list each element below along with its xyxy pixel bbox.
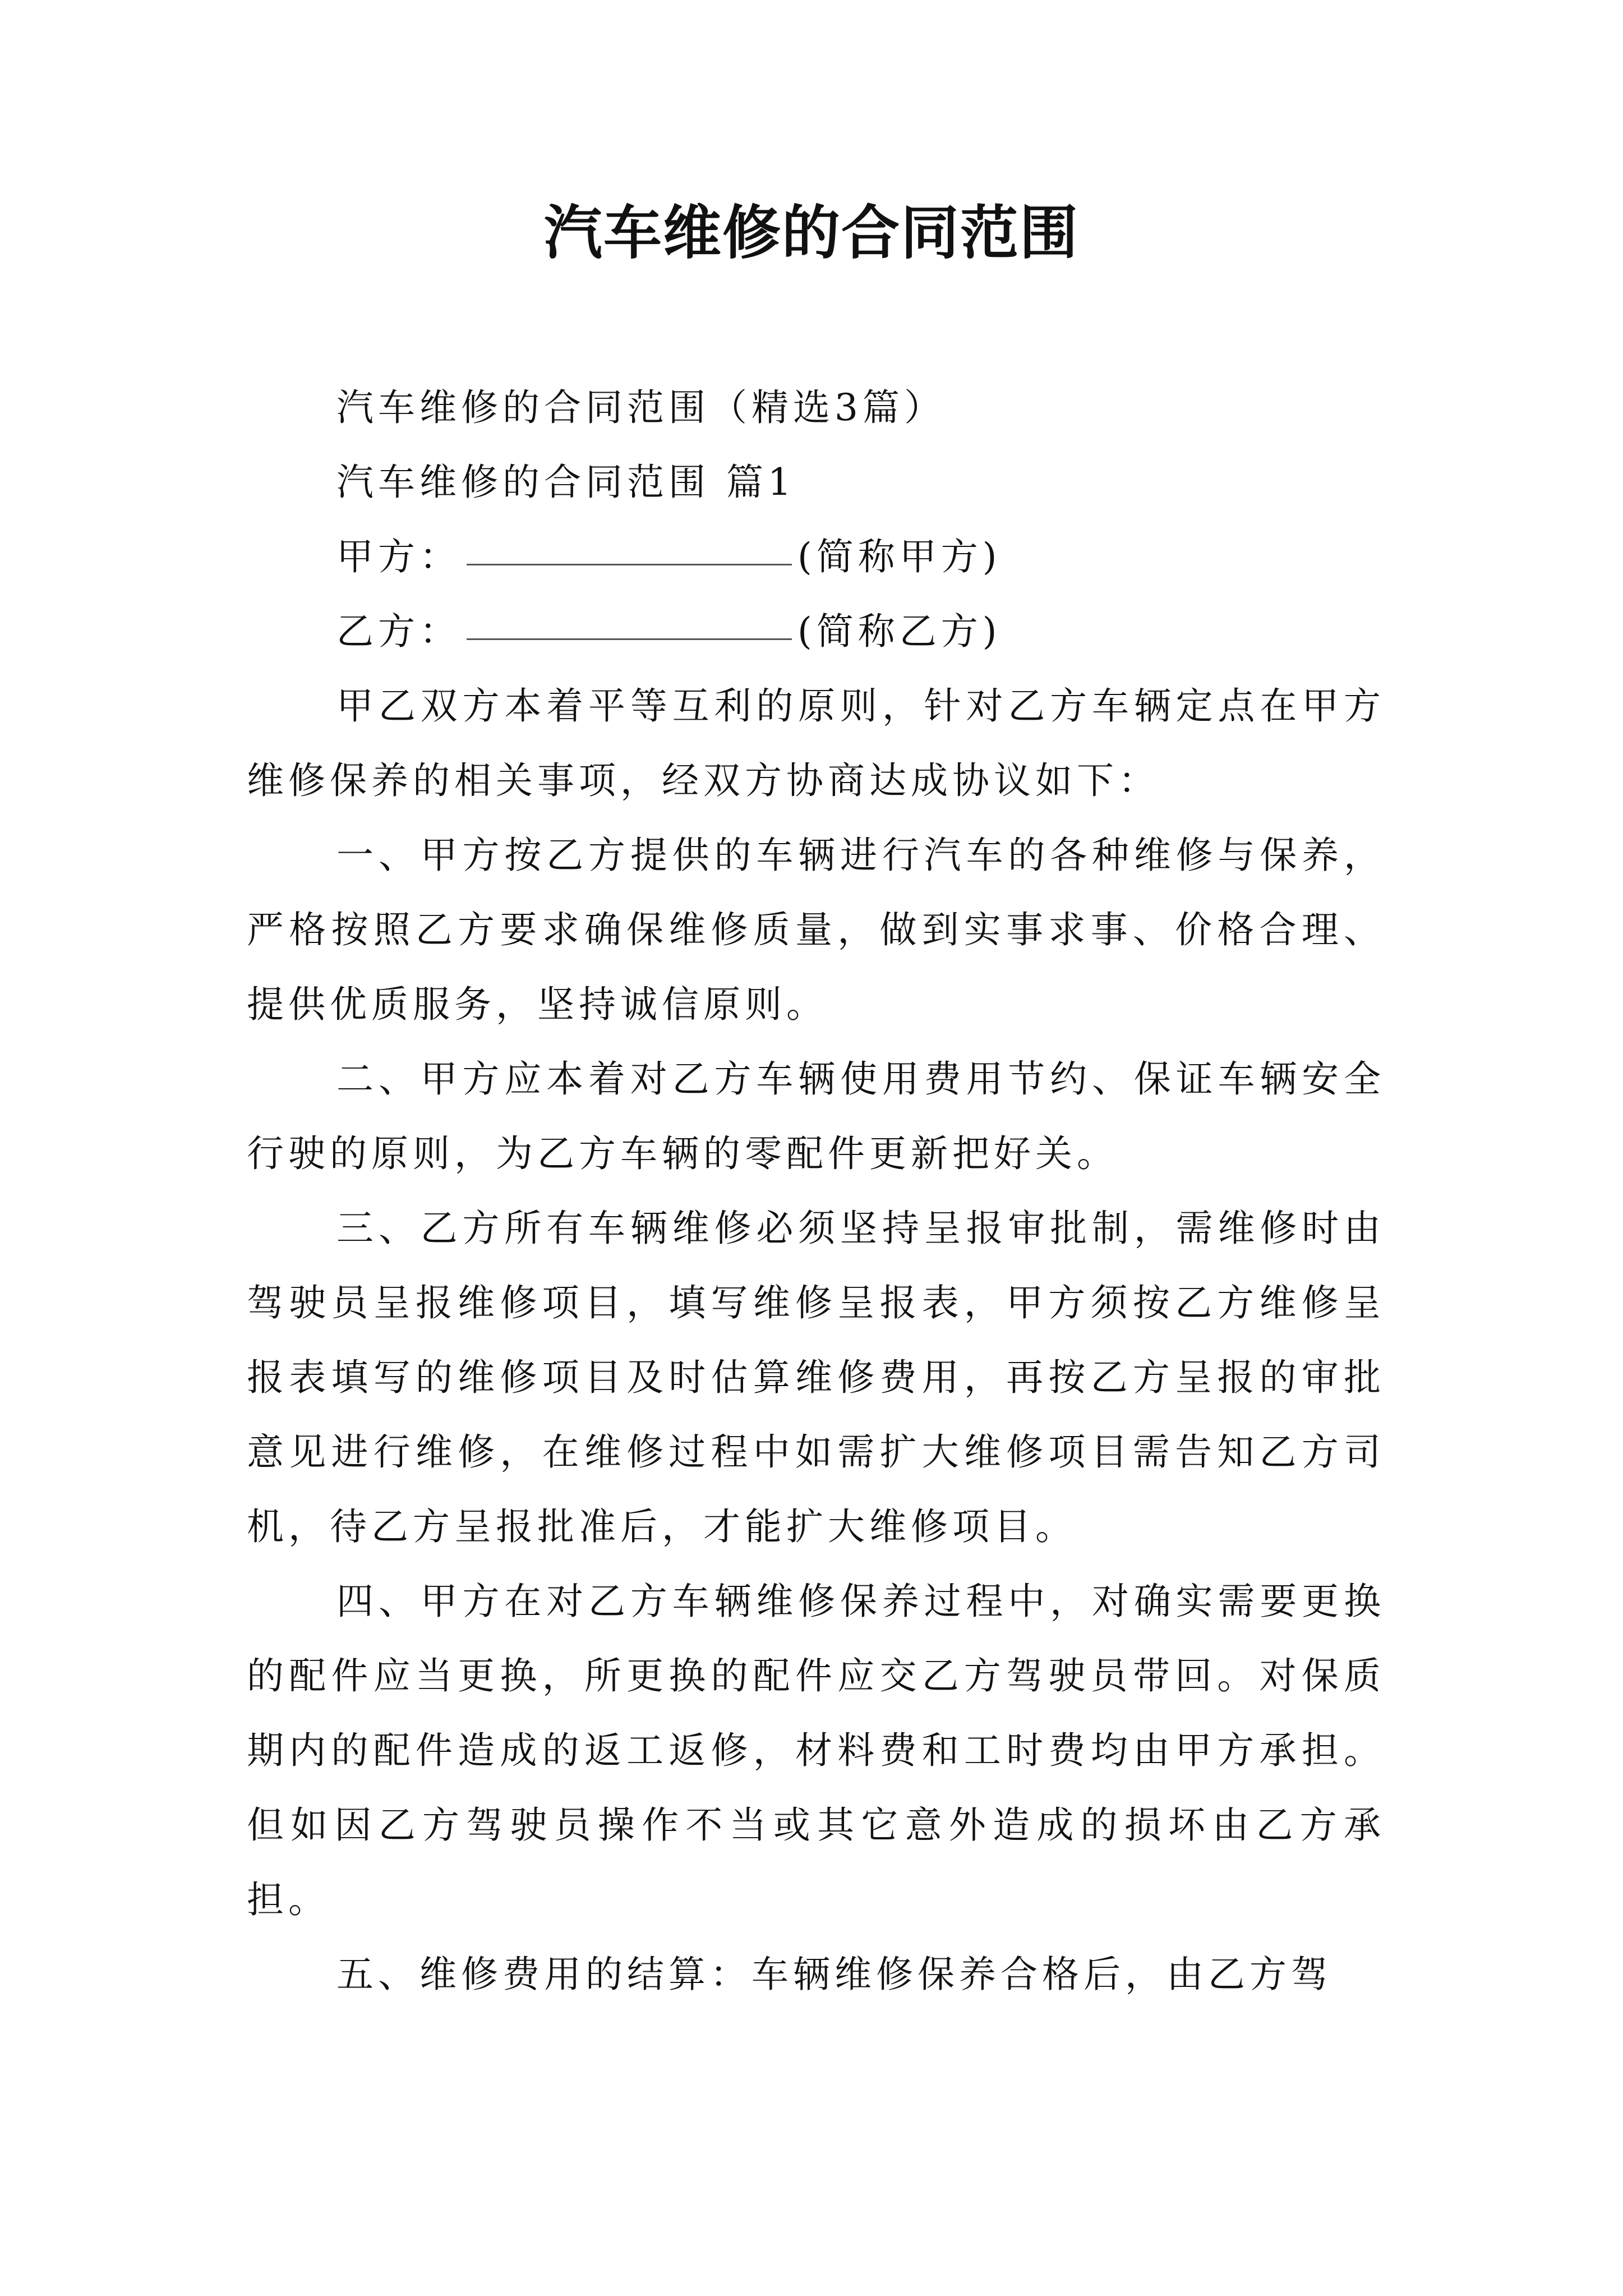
party-a-label: 甲方： <box>336 535 461 578</box>
party-b-blank <box>467 636 792 640</box>
party-a-suffix: (简称甲方) <box>797 535 1002 578</box>
section-heading: 汽车维修的合同范围 篇1 <box>336 461 796 504</box>
party-b-line <box>247 594 1385 669</box>
party-b-label: 乙方： <box>336 610 461 653</box>
paragraph-intro: 甲乙双方本着平等互利的原则，针对乙方车辆定点在甲方维修保养的相关事项，经双方协商达成协议如下： <box>247 684 1385 802</box>
document-title: 汽车维修的合同范围 <box>543 198 1079 267</box>
party-a-line <box>247 519 1385 594</box>
document-subtitle: 汽车维修的合同范围（精选3篇） <box>336 386 946 429</box>
party-b-suffix: (简称乙方) <box>797 610 1002 653</box>
paragraph-clause-2: 二、甲方应本着对乙方车辆使用费用节约、保证车辆安全行驶的原则，为乙方车辆的零配件更新把好关。 <box>247 1057 1385 1175</box>
party-a-blank <box>467 562 792 565</box>
paragraph-clause-5: 五、维修费用的结算：车辆维修保养合格后，由乙方驾 <box>336 1953 1332 1996</box>
document-body <box>247 370 1385 2012</box>
paragraph-clause-4: 四、甲方在对乙方车辆维修保养过程中，对确实需要更换的配件应当更换，所更换的配件应交乙方驾驶员带回。对保质期内的配件造成的返工返修，材料费和工时费均由甲方承担。但如因乙方驾驶员操作不当或其它意外造成的损坏由乙方承担。 <box>247 1580 1385 1921</box>
paragraph-clause-3: 三、乙方所有车辆维修必须坚持呈报审批制，需维修时由驾驶员呈报维修项目，填写维修呈报表，甲方须按乙方维修呈报表填写的维修项目及时估算维修费用，再按乙方呈报的审批意见进行维修，在维修过程中如需扩大维修项目需告知乙方司机，待乙方呈报批准后，才能扩大维修项目。 <box>247 1207 1385 1548</box>
paragraph-clause-1: 一、甲方按乙方提供的车辆进行汽车的各种维修与保养，严格按照乙方要求确保维修质量，做到实事求事、价格合理、提供优质服务，坚持诚信原则。 <box>247 834 1385 1026</box>
